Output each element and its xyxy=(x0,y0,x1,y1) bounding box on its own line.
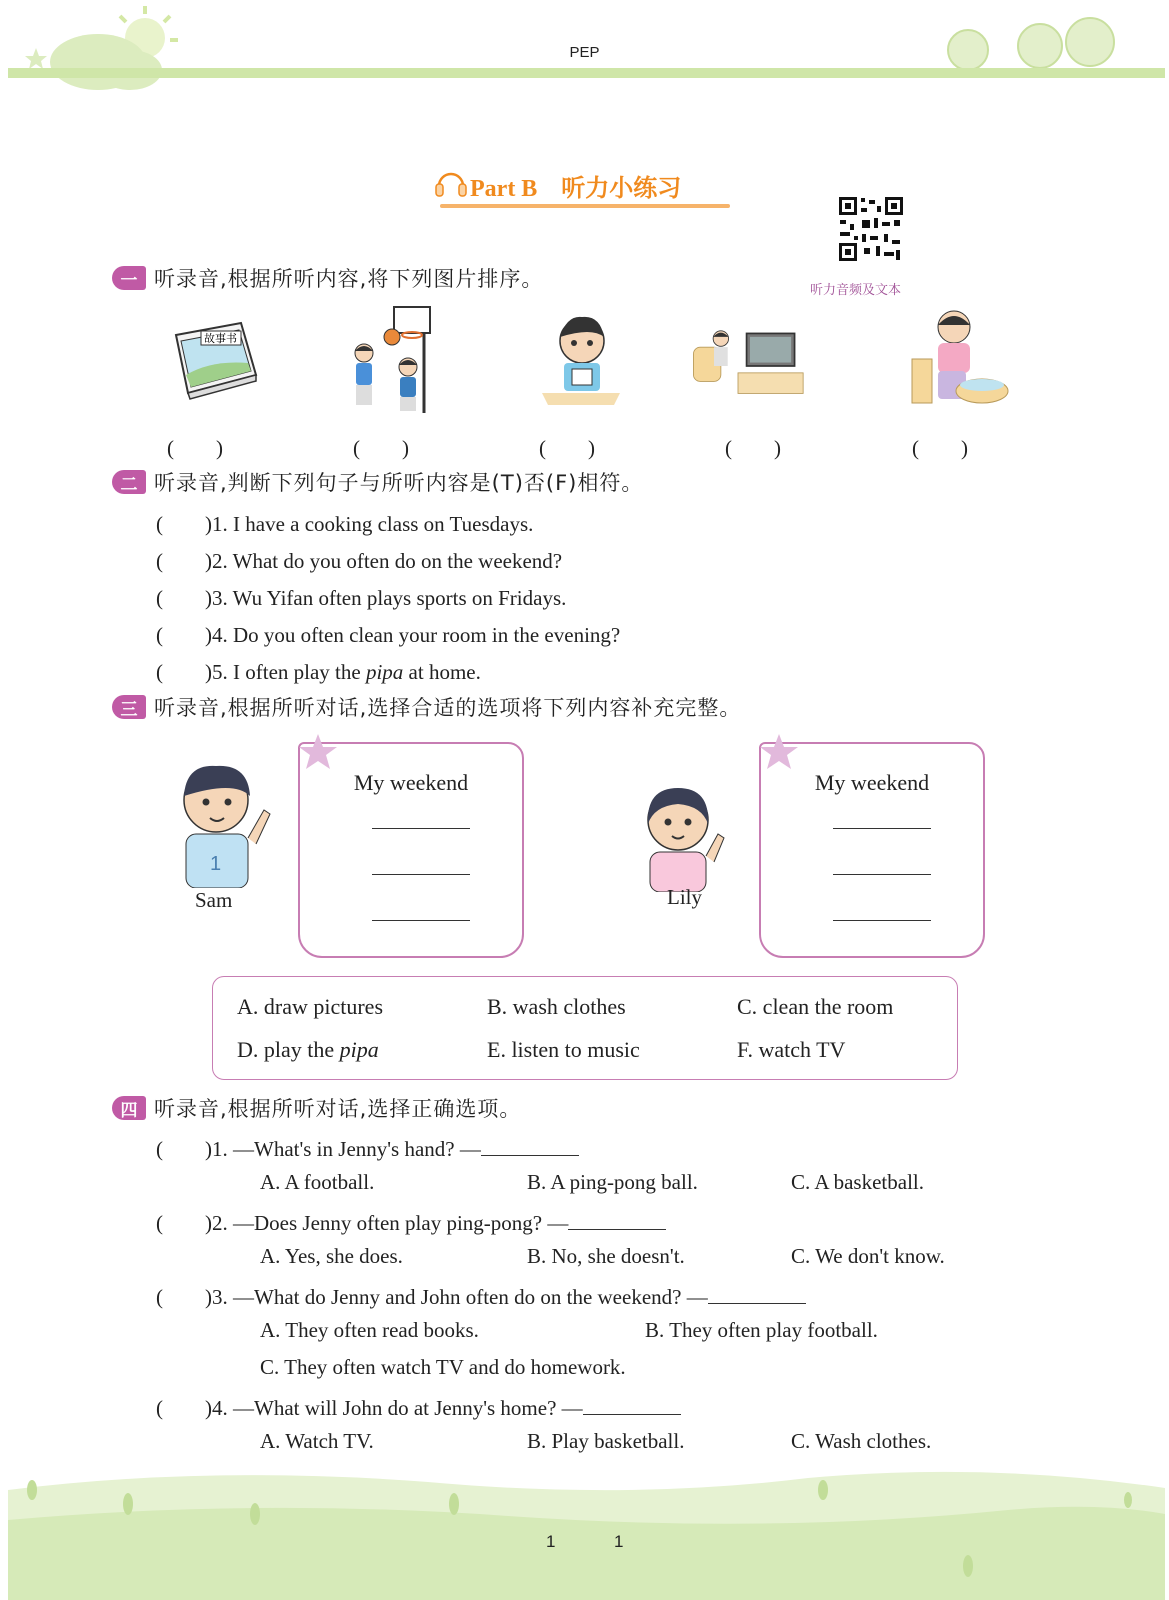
item-text: I have a cooking class on Tuesdays. xyxy=(233,512,534,536)
answer-paren-1[interactable]: ( ) xyxy=(167,436,223,460)
question-text: —What will John do at Jenny's home? — xyxy=(233,1396,583,1420)
option-b: B. wash clothes xyxy=(487,994,626,1019)
person-name: Lily xyxy=(667,885,702,909)
answer-blank[interactable] xyxy=(372,828,470,829)
header-band xyxy=(8,68,1165,78)
answer-blank[interactable] xyxy=(568,1211,666,1230)
qr-code[interactable] xyxy=(836,194,906,264)
section-badge: 一 xyxy=(112,266,146,290)
answer-paren[interactable]: ( xyxy=(156,660,205,684)
mc-option: A. Yes, she does. xyxy=(260,1244,403,1268)
person-name: Sam xyxy=(195,888,233,912)
answer-paren[interactable]: ( xyxy=(156,549,205,573)
mc-question-4: ( )4. —What will John do at Jenny's home? — xyxy=(156,1392,681,1422)
option-f: F. watch TV xyxy=(737,1037,846,1062)
section-1-heading xyxy=(112,264,543,292)
answer-paren[interactable]: ( xyxy=(156,623,205,647)
note-title: My weekend xyxy=(814,770,930,795)
option-e: E. listen to music xyxy=(487,1037,640,1062)
answer-paren-3[interactable]: ( ) xyxy=(539,436,595,460)
section-instruction: 听录音,根据所听内容,将下列图片排序。 xyxy=(154,267,544,291)
item-text: Do you often clean your room in the evening? xyxy=(233,623,621,647)
answer-paren[interactable]: ( xyxy=(156,1285,205,1309)
tf-item: ( )4. Do you often clean your room in the evening? xyxy=(156,623,621,647)
page-number-left: 1 xyxy=(546,1532,556,1551)
item-text: What do you often do on the weekend? xyxy=(232,549,563,573)
star-icon xyxy=(759,732,799,772)
question-text: —What do Jenny and John often do on the weekend? — xyxy=(233,1285,708,1309)
star-icon xyxy=(298,732,338,772)
part-title: Part B 听力小练习 xyxy=(470,176,682,202)
lily-picture xyxy=(632,780,732,892)
mc-question-3: ( )3. —What do Jenny and John often do on the weekend? — xyxy=(156,1281,806,1311)
washing-clothes-picture xyxy=(898,305,1018,415)
note-title: My weekend xyxy=(353,770,469,795)
answer-paren-5[interactable]: ( ) xyxy=(912,436,968,460)
answer-paren[interactable]: ( xyxy=(156,1211,205,1235)
page-number-right: 1 xyxy=(614,1532,624,1551)
mc-option: B. They often play football. xyxy=(645,1318,878,1342)
answer-paren[interactable]: ( xyxy=(156,1396,205,1420)
answer-blank[interactable] xyxy=(372,920,470,921)
footer-hills xyxy=(8,1470,1165,1600)
title-underline xyxy=(440,204,730,208)
answer-blank[interactable] xyxy=(708,1285,806,1304)
mc-option: A. They often read books. xyxy=(260,1318,479,1342)
answer-blank[interactable] xyxy=(833,874,931,875)
answer-paren[interactable]: ( xyxy=(156,512,205,536)
svg-text:故事书: 故事书 xyxy=(204,332,237,345)
answer-paren-4[interactable]: ( ) xyxy=(725,436,781,460)
tf-item: ( )5. I often play the pipa at home. xyxy=(156,660,481,684)
question-text: —What's in Jenny's hand? — xyxy=(233,1137,481,1161)
question-text: —Does Jenny often play ping-pong? — xyxy=(233,1211,569,1235)
weekend-note-sam xyxy=(298,742,524,958)
answer-paren-2[interactable]: ( ) xyxy=(353,436,409,460)
qr-caption: 听力音频及文本 xyxy=(810,282,902,297)
tf-item: ( )3. Wu Yifan often plays sports on Fridays. xyxy=(156,586,567,610)
section-instruction: 听录音,根据所听对话,选择合适的选项将下列内容补充完整。 xyxy=(154,696,742,720)
section-4-heading xyxy=(112,1094,521,1122)
option-d: D. play the pipa xyxy=(237,1037,379,1062)
tf-item: ( )2. What do you often do on the weekend? xyxy=(156,549,563,573)
item-text: Wu Yifan often plays sports on Fridays. xyxy=(232,586,567,610)
mc-option: B. A ping-pong ball. xyxy=(527,1170,698,1194)
mc-question-2: ( )2. —Does Jenny often play ping-pong? — xyxy=(156,1207,666,1237)
reading-boy-picture xyxy=(522,305,642,415)
svg-text:1: 1 xyxy=(210,853,222,875)
mc-option: B. Play basketball. xyxy=(527,1429,685,1453)
answer-blank[interactable] xyxy=(372,874,470,875)
mc-option: C. A basketball. xyxy=(791,1170,924,1194)
section-3-heading xyxy=(112,693,741,721)
header-label: PEP xyxy=(569,44,600,61)
weekend-note-lily xyxy=(759,742,985,958)
answer-paren[interactable]: ( xyxy=(156,586,205,610)
section-instruction: 听录音,根据所听对话,选择正确选项。 xyxy=(154,1097,522,1121)
section-badge: 三 xyxy=(112,695,146,719)
section-2-heading xyxy=(112,468,643,496)
item-text: I often play the pipa at home. xyxy=(233,660,481,684)
storybook-picture xyxy=(156,305,276,415)
answer-blank[interactable] xyxy=(833,828,931,829)
watch-tv-picture xyxy=(690,305,810,415)
answer-blank[interactable] xyxy=(583,1396,681,1415)
mc-option: C. Wash clothes. xyxy=(791,1429,932,1453)
section-badge: 四 xyxy=(112,1096,146,1120)
basketball-picture xyxy=(336,305,456,415)
answer-paren[interactable]: ( xyxy=(156,1137,205,1161)
mc-question-1: ( )1. —What's in Jenny's hand? — xyxy=(156,1133,579,1163)
mc-option: A. A football. xyxy=(260,1170,375,1194)
section-instruction: 听录音,判断下列句子与所听内容是(T)否(F)相符。 xyxy=(154,471,644,495)
option-a: A. draw pictures xyxy=(237,994,384,1019)
option-c: C. clean the room xyxy=(737,994,894,1019)
options-box xyxy=(212,976,958,1080)
tf-item: ( )1. I have a cooking class on Tuesdays. xyxy=(156,512,534,536)
mc-option: C. They often watch TV and do homework. xyxy=(260,1355,626,1379)
answer-blank[interactable] xyxy=(833,920,931,921)
answer-blank[interactable] xyxy=(481,1137,579,1156)
mc-option: B. No, she doesn't. xyxy=(527,1244,685,1268)
mc-option: C. We don't know. xyxy=(791,1244,945,1268)
mc-option: A. Watch TV. xyxy=(260,1429,374,1453)
section-badge: 二 xyxy=(112,470,146,494)
sam-picture xyxy=(172,758,276,888)
headphones-icon xyxy=(434,164,468,204)
